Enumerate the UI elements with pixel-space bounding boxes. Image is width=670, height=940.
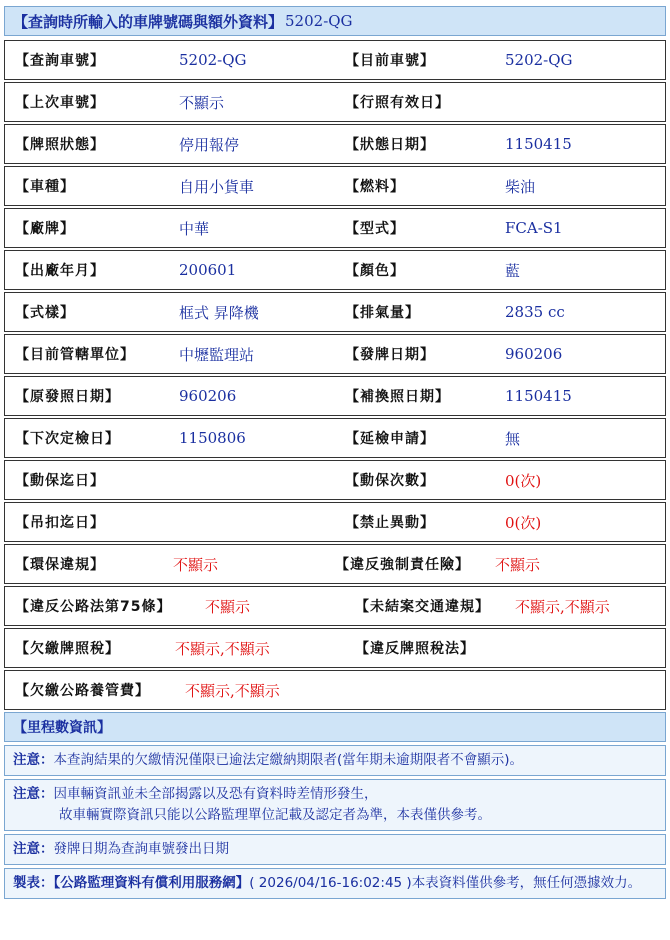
- field-value: 不顯示,不顯示: [185, 681, 280, 700]
- note-3-text: 發牌日期為查詢車號發出日期: [53, 841, 229, 857]
- field-value: 藍: [505, 261, 521, 280]
- footer-text: 本表資料僅供參考，無任何憑據效力。: [411, 875, 642, 891]
- field-value: 不顯示: [495, 555, 541, 574]
- footer-timestamp: ( 2026/04/16-16:02:45 ): [249, 875, 412, 891]
- info-row: [4, 124, 666, 164]
- field-label: [385, 671, 543, 709]
- field-label: 【目前車號】: [345, 53, 435, 69]
- info-row: [4, 250, 666, 290]
- field-value: 2835 cc: [505, 303, 565, 321]
- field-label: 【目前管轄單位】: [15, 347, 135, 363]
- field-label: 【違反強制責任險】: [335, 557, 470, 573]
- field-value: 1150806: [179, 429, 246, 447]
- footer-source: 【公路監理資料有償利用服務網】: [53, 875, 250, 891]
- field-label: 【違反公路法第75條】: [15, 599, 172, 615]
- field-label: 【欠繳公路養管費】: [15, 683, 150, 699]
- field-label: 【環保違規】: [15, 557, 105, 573]
- field-label: 【出廠年月】: [15, 263, 105, 279]
- note-2-line1: 因車輛資訊並未全部揭露以及恐有資料時差情形發生，: [53, 786, 378, 802]
- field-value: 1150415: [505, 387, 572, 405]
- field-label: 【發牌日期】: [345, 347, 435, 363]
- field-value: 不顯示: [205, 597, 251, 616]
- info-row: [4, 418, 666, 458]
- info-row: [4, 40, 666, 80]
- field-value: 不顯示,不顯示: [515, 597, 610, 616]
- field-value: 200601: [179, 261, 237, 279]
- field-value: [493, 83, 505, 121]
- field-label: 【欠繳牌照稅】: [15, 641, 120, 657]
- field-label: 【下次定檢日】: [15, 431, 120, 447]
- field-value: 中華: [179, 219, 210, 238]
- field-label: 【上次車號】: [15, 95, 105, 111]
- field-label: 【車種】: [15, 179, 75, 195]
- note-1: [4, 745, 666, 776]
- field-value: 1150415: [505, 135, 572, 153]
- note-3: [4, 834, 666, 865]
- footer-tag: 製表：: [13, 875, 54, 891]
- info-row: [4, 670, 666, 710]
- field-value: 不顯示: [173, 555, 219, 574]
- field-label: 【排氣量】: [345, 305, 420, 321]
- field-label: 【廠牌】: [15, 221, 75, 237]
- field-label: 【查詢車號】: [15, 53, 105, 69]
- note-1-text: 本查詢結果的欠繳情況僅限已逾法定繳納期限者(當年期未逾期限者不會顯示)。: [53, 752, 524, 768]
- field-label: 【動保迄日】: [15, 473, 105, 489]
- field-label: 【違反牌照稅法】: [355, 641, 475, 657]
- report: [4, 6, 666, 899]
- note-2-tag: 注意：: [13, 786, 54, 802]
- query-title-label: 【查詢時所輸入的車牌號碼與額外資料】: [13, 12, 284, 31]
- field-value: 5202-QG: [179, 51, 247, 69]
- mileage-section-header: 【里程數資訊】: [4, 712, 666, 742]
- field-label: 【禁止異動】: [345, 515, 435, 531]
- field-label: 【未結案交通違規】: [355, 599, 490, 615]
- field-value: 停用報停: [179, 135, 240, 154]
- field-value: 0(次): [505, 471, 542, 490]
- field-value: 自用小貨車: [179, 177, 255, 196]
- field-value: 960206: [505, 345, 563, 363]
- field-value: 柴油: [505, 177, 536, 196]
- field-value: 960206: [179, 387, 237, 405]
- info-row: [4, 334, 666, 374]
- field-value: 0(次): [505, 513, 542, 532]
- field-label: 【動保次數】: [345, 473, 435, 489]
- field-label: 【牌照狀態】: [15, 137, 105, 153]
- field-label: 【延檢申請】: [345, 431, 435, 447]
- field-label: 【顏色】: [345, 263, 405, 279]
- field-value: 不顯示: [179, 93, 225, 112]
- field-value: [515, 629, 527, 667]
- field-value: 無: [505, 429, 521, 448]
- field-value: 中壢監理站: [179, 345, 255, 364]
- info-row: [4, 376, 666, 416]
- note-2-line2: 故車輛實際資訊只能以公路監理單位記載及認定者為準，本表僅供參考。: [59, 807, 491, 823]
- info-row: [4, 82, 666, 122]
- field-label: 【行照有效日】: [345, 95, 450, 111]
- field-label: 【式樣】: [15, 305, 75, 321]
- note-3-tag: 注意：: [13, 841, 54, 857]
- field-value: 框式 昇降機: [179, 303, 259, 322]
- info-row: [4, 586, 666, 626]
- field-label: 【狀態日期】: [345, 137, 435, 153]
- field-label: 【補換照日期】: [345, 389, 450, 405]
- field-label: 【燃料】: [345, 179, 405, 195]
- info-row: [4, 166, 666, 206]
- note-1-tag: 注意：: [13, 752, 54, 768]
- field-value: [165, 503, 335, 541]
- field-label: 【型式】: [345, 221, 405, 237]
- query-title-plate: 5202-QG: [285, 12, 353, 30]
- note-2: [4, 779, 666, 831]
- info-row: [4, 460, 666, 500]
- field-value: FCA-S1: [505, 219, 563, 237]
- field-label: 【吊扣迄日】: [15, 515, 105, 531]
- field-value: [165, 461, 335, 499]
- info-row: [4, 292, 666, 332]
- info-row: [4, 208, 666, 248]
- vehicle-info-table: [4, 40, 666, 710]
- field-value: [543, 671, 555, 709]
- report-footer: [4, 868, 666, 899]
- info-row: [4, 628, 666, 668]
- field-label: 【原發照日期】: [15, 389, 120, 405]
- info-row: [4, 544, 666, 584]
- field-value: 5202-QG: [505, 51, 573, 69]
- info-row: [4, 502, 666, 542]
- field-value: 不顯示,不顯示: [175, 639, 270, 658]
- query-title-bar: [4, 6, 666, 36]
